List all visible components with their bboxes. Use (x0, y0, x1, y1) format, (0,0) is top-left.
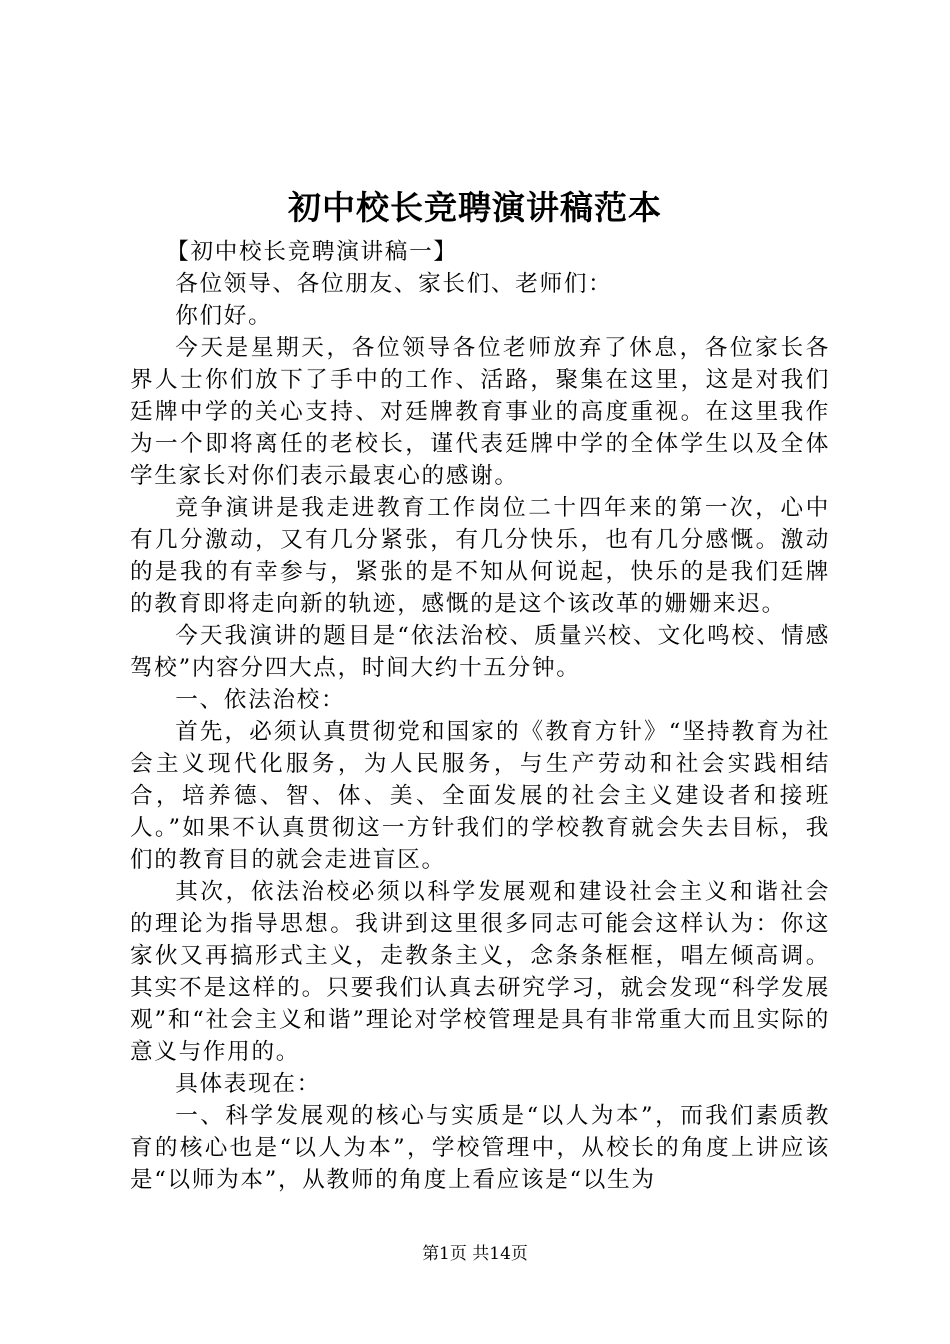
greeting: 你们好。 (175, 303, 273, 329)
section-heading: 【初中校长竞聘演讲稿一】 (166, 239, 458, 265)
page-footer: 第1页 共14页 (422, 1244, 528, 1264)
document-title: 初中校长竞聘演讲稿范本 (288, 188, 662, 227)
paragraph: 今天是星期天，各位领导各位老师放弃了休息，各位家长各界人士你们放下了手中的工作、活路，聚集在这里，这是对我们廷牌中学的关心支持、对廷牌教育事业的高度重视。在这里我作为一个即将离任的老校长，谨代表廷牌中学的全体学生以及全体学生家长对你们表示最衷心的感谢。 (130, 335, 830, 489)
paragraph: 竞争演讲是我走进教育工作岗位二十四年来的第一次，心中有几分激动，又有几分紧张，有几分快乐，也有几分感慨。激动的是我的有幸参与，紧张的是不知从何说起，快乐的是我们廷牌的教育即将走向新的轨迹，感慨的是这个该改革的姗姗来迟。 (130, 495, 830, 617)
paragraph: 首先，必须认真贯彻党和国家的《教育方针》“坚持教育为社会主义现代化服务，为人民服务，与生产劳动和社会实践相结合，培养德、智、体、美、全面发展的社会主义建设者和接班人。”如果不认真贯彻这一方针我们的学校教育就会失去目标，我们的教育目的就会走进盲区。 (130, 719, 830, 873)
paragraph: 今天我演讲的题目是“依法治校、质量兴校、文化鸣校、情感驾校”内容分四大点，时间大约十五分钟。 (130, 623, 830, 681)
document-body (130, 236, 830, 1196)
paragraph: 一、科学发展观的核心与实质是“以人为本”，而我们素质教育的核心也是“以人为本”，学校管理中，从校长的角度上讲应该是“以师为本”，从教师的角度上看应该是“以生为 (130, 1103, 830, 1193)
paragraph: 其次，依法治校必须以科学发展观和建设社会主义和谐社会的理论为指导思想。我讲到这里很多同志可能会这样认为：你这家伙又再搞形式主义，走教条主义，念条条框框，唱左倾高调。其实不是这样的。只要我们认真去研究学习，就会发现“科学发展观”和“社会主义和谐”理论对学校管理是具有非常重大而且实际的意义与作用的。 (130, 879, 830, 1065)
salutation: 各位领导、各位朋友、家长们、老师们： (175, 271, 613, 297)
subheading: 一、依法治校： (175, 687, 346, 713)
paragraph: 具体表现在： (175, 1071, 321, 1097)
